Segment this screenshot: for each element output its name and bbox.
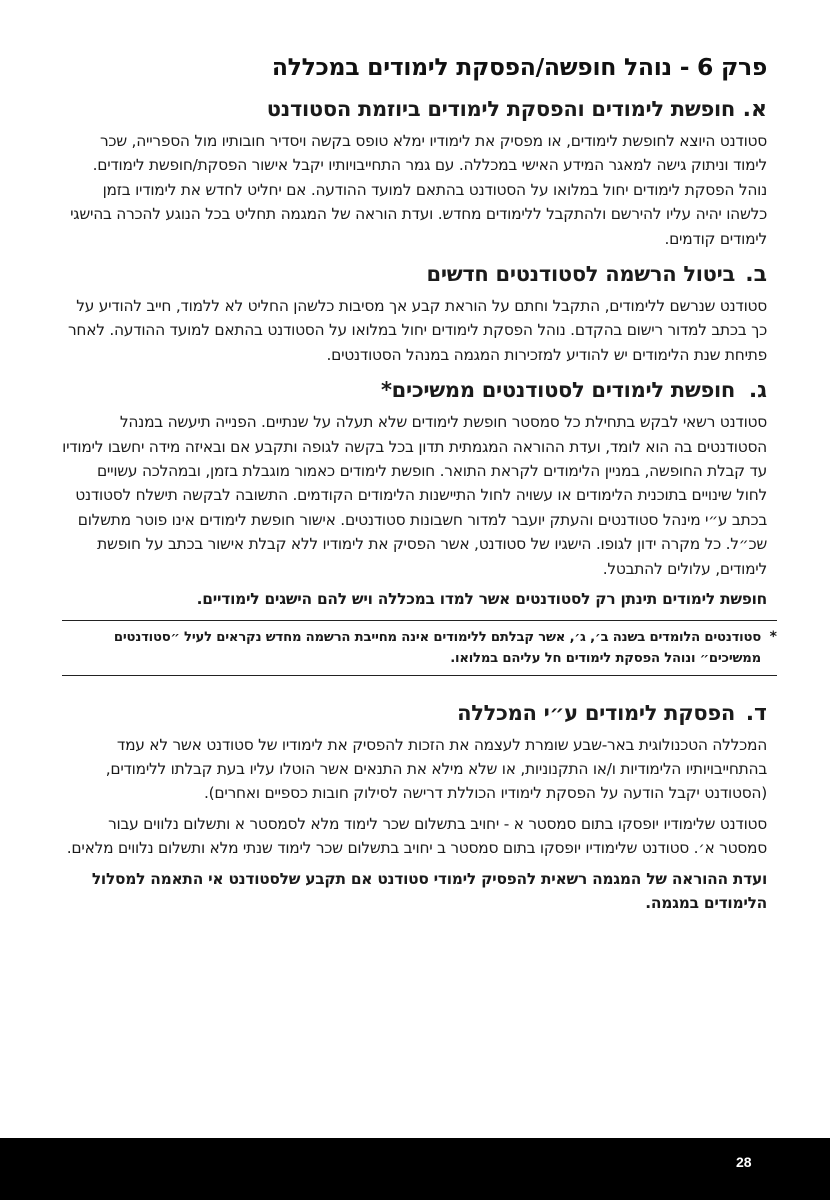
footnote-marker: * — [769, 628, 777, 645]
footnote — [62, 620, 777, 676]
section-d — [62, 698, 767, 916]
section-header — [62, 259, 767, 290]
section-body — [62, 129, 767, 251]
paragraph: סטודנט היוצא לחופשת לימודים, או מפסיק את לימודיו ימלא טופס בקשה ויסדיר חובותיו מול הספרייה, שכר לימוד וניתוק גישה למאגר המידע האישי במכללה. עם גמר התחייבויותיו יקבל אישור הפסקת/חופשת לימודים. נוהל הפסקת לימודים יחול במלואו על הסטודנט בהתאם למועד ההודעה. אם יחליט לחדש את לימודיו בזמן כלשהו יהיה עליו להירשם ולהתקבל ללימודים מחדש. ועדת הוראה של המגמה תחליט בכל הנוגע להכרה בהישגי לימודים קודמים. — [70, 132, 767, 248]
paragraph: סטודנט רשאי לבקש בתחילת כל סמסטר חופשת לימודים שלא תעלה על שנתיים. הפנייה תיעשה במנהל הסטודנטים בה הוא לומד, ועדת ההוראה המגמתית תדון בכל בקשה לגופה ותקבע אם ובאיזה מידה יחשבו לימודיו עד קבלת החופשה, במניין הלימודים לקראת התואר. חופשת לימודים כאמור מוגבלת בזמן, ובמהלכה עשויים לחול שינויים בתוכנית הלימודים או עשויה לחול התיישנות הלימודים הקודמים. התשובה לבקשה תישלח לסטודנט בכתב ע״י מינהל סטודנטים והעתק יועבר למדור חשבונות סטודנטים. אישור חופשת לימודים אינו פוטר מתשלום שכ״ל. כל מקרה ידון לגופו. הישגיו של סטודנט, אשר הפסיק את לימודיו ללא קבלת אישור בכתב על חופשת לימודים, עלולים להתבטל. — [62, 413, 767, 578]
footer-bar — [0, 1138, 830, 1200]
section-b — [62, 259, 767, 367]
section-header — [62, 375, 767, 406]
section-letter: ג. — [748, 378, 767, 404]
page-content — [62, 50, 777, 921]
section-g — [62, 375, 777, 675]
paragraph: סטודנט שנרשם ללימודים, התקבל וחתם על הוראת קבע אך מסיבות כלשהן החליט לא ללמוד, חייב להודיע על כך בכתב למדור רישום בהקדם. נוהל הפסקת לימודים יחול במלואו על הסטודנט בהתאם למועד ההודעה. לאחר פתיחת שנת הלימודים יש להודיע למזכירות המגמה במנהל הסטודנטים. — [67, 297, 767, 364]
section-header — [62, 94, 767, 125]
section-a — [62, 94, 767, 251]
section-body — [62, 410, 767, 611]
section-title: חופשת לימודים והפסקת לימודים ביוזמת הסטודנט — [266, 97, 735, 121]
section-body — [62, 294, 767, 367]
page-number: 28 — [736, 1154, 752, 1170]
paragraph: המכללה הטכנולוגית באר-שבע שומרת לעצמה את הזכות להפסיק את לימודיו של סטודנט אשר לא עמד בהתחייבויותיו הלימודיות ו/או התקנוניות, או שלא מילא את התנאים אשר הוטלו עליו בעת קבלתו ללימודים, (הסטודנט יקבל הודעה על הפסקת לימודיו הכוללת דרישה לסילוק חובות כספיים ואחרים). — [105, 735, 767, 803]
section-title: הפסקת לימודים ע״י המכללה — [457, 700, 735, 725]
section-letter: ב. — [745, 262, 767, 288]
footnote-text: סטודנטים הלומדים בשנה ב׳, ג׳, אשר קבלתם ללימודים אינה מחייבת הרשמה מחדש נקראים לעיל ״סטודנטים ממשיכים״ ונוהל הפסקת לימודים חל עליהם במלואו. — [113, 629, 761, 666]
section-letter: ד. — [745, 700, 767, 726]
chapter-title: פרק 6 - נוהל חופשה/הפסקת לימודים במכללה — [271, 53, 767, 81]
section-title: חופשת לימודים לסטודנטים ממשיכים* — [380, 378, 735, 403]
section-body — [62, 733, 767, 916]
section-letter: א. — [742, 97, 767, 122]
section-header — [62, 698, 767, 729]
paragraph: סטודנט שלימודיו יופסקו בתום סמסטר א - יחויב בתשלום שכר לימוד מלא לסמסטר א ותשלום נלווים עבור סמסטר א׳. סטודנט שלימודיו יופסקו בתום סמסטר ב יחויב בתשלום שכר לימוד שנתי מלא ותשלום נלווים מלאים. — [66, 814, 767, 858]
bold-note: ועדת ההוראה של המגמה רשאית להפסיק לימודי סטודנט אם תקבע שלסטודנט אי התאמה למסלול הלימודים במגמה. — [91, 869, 767, 912]
bold-note: חופשת לימודים תינתן רק לסטודנטים אשר למדו במכללה ויש להם הישגים לימודיים. — [196, 590, 767, 609]
section-title: ביטול הרשמה לסטודנטים חדשים — [426, 262, 735, 287]
